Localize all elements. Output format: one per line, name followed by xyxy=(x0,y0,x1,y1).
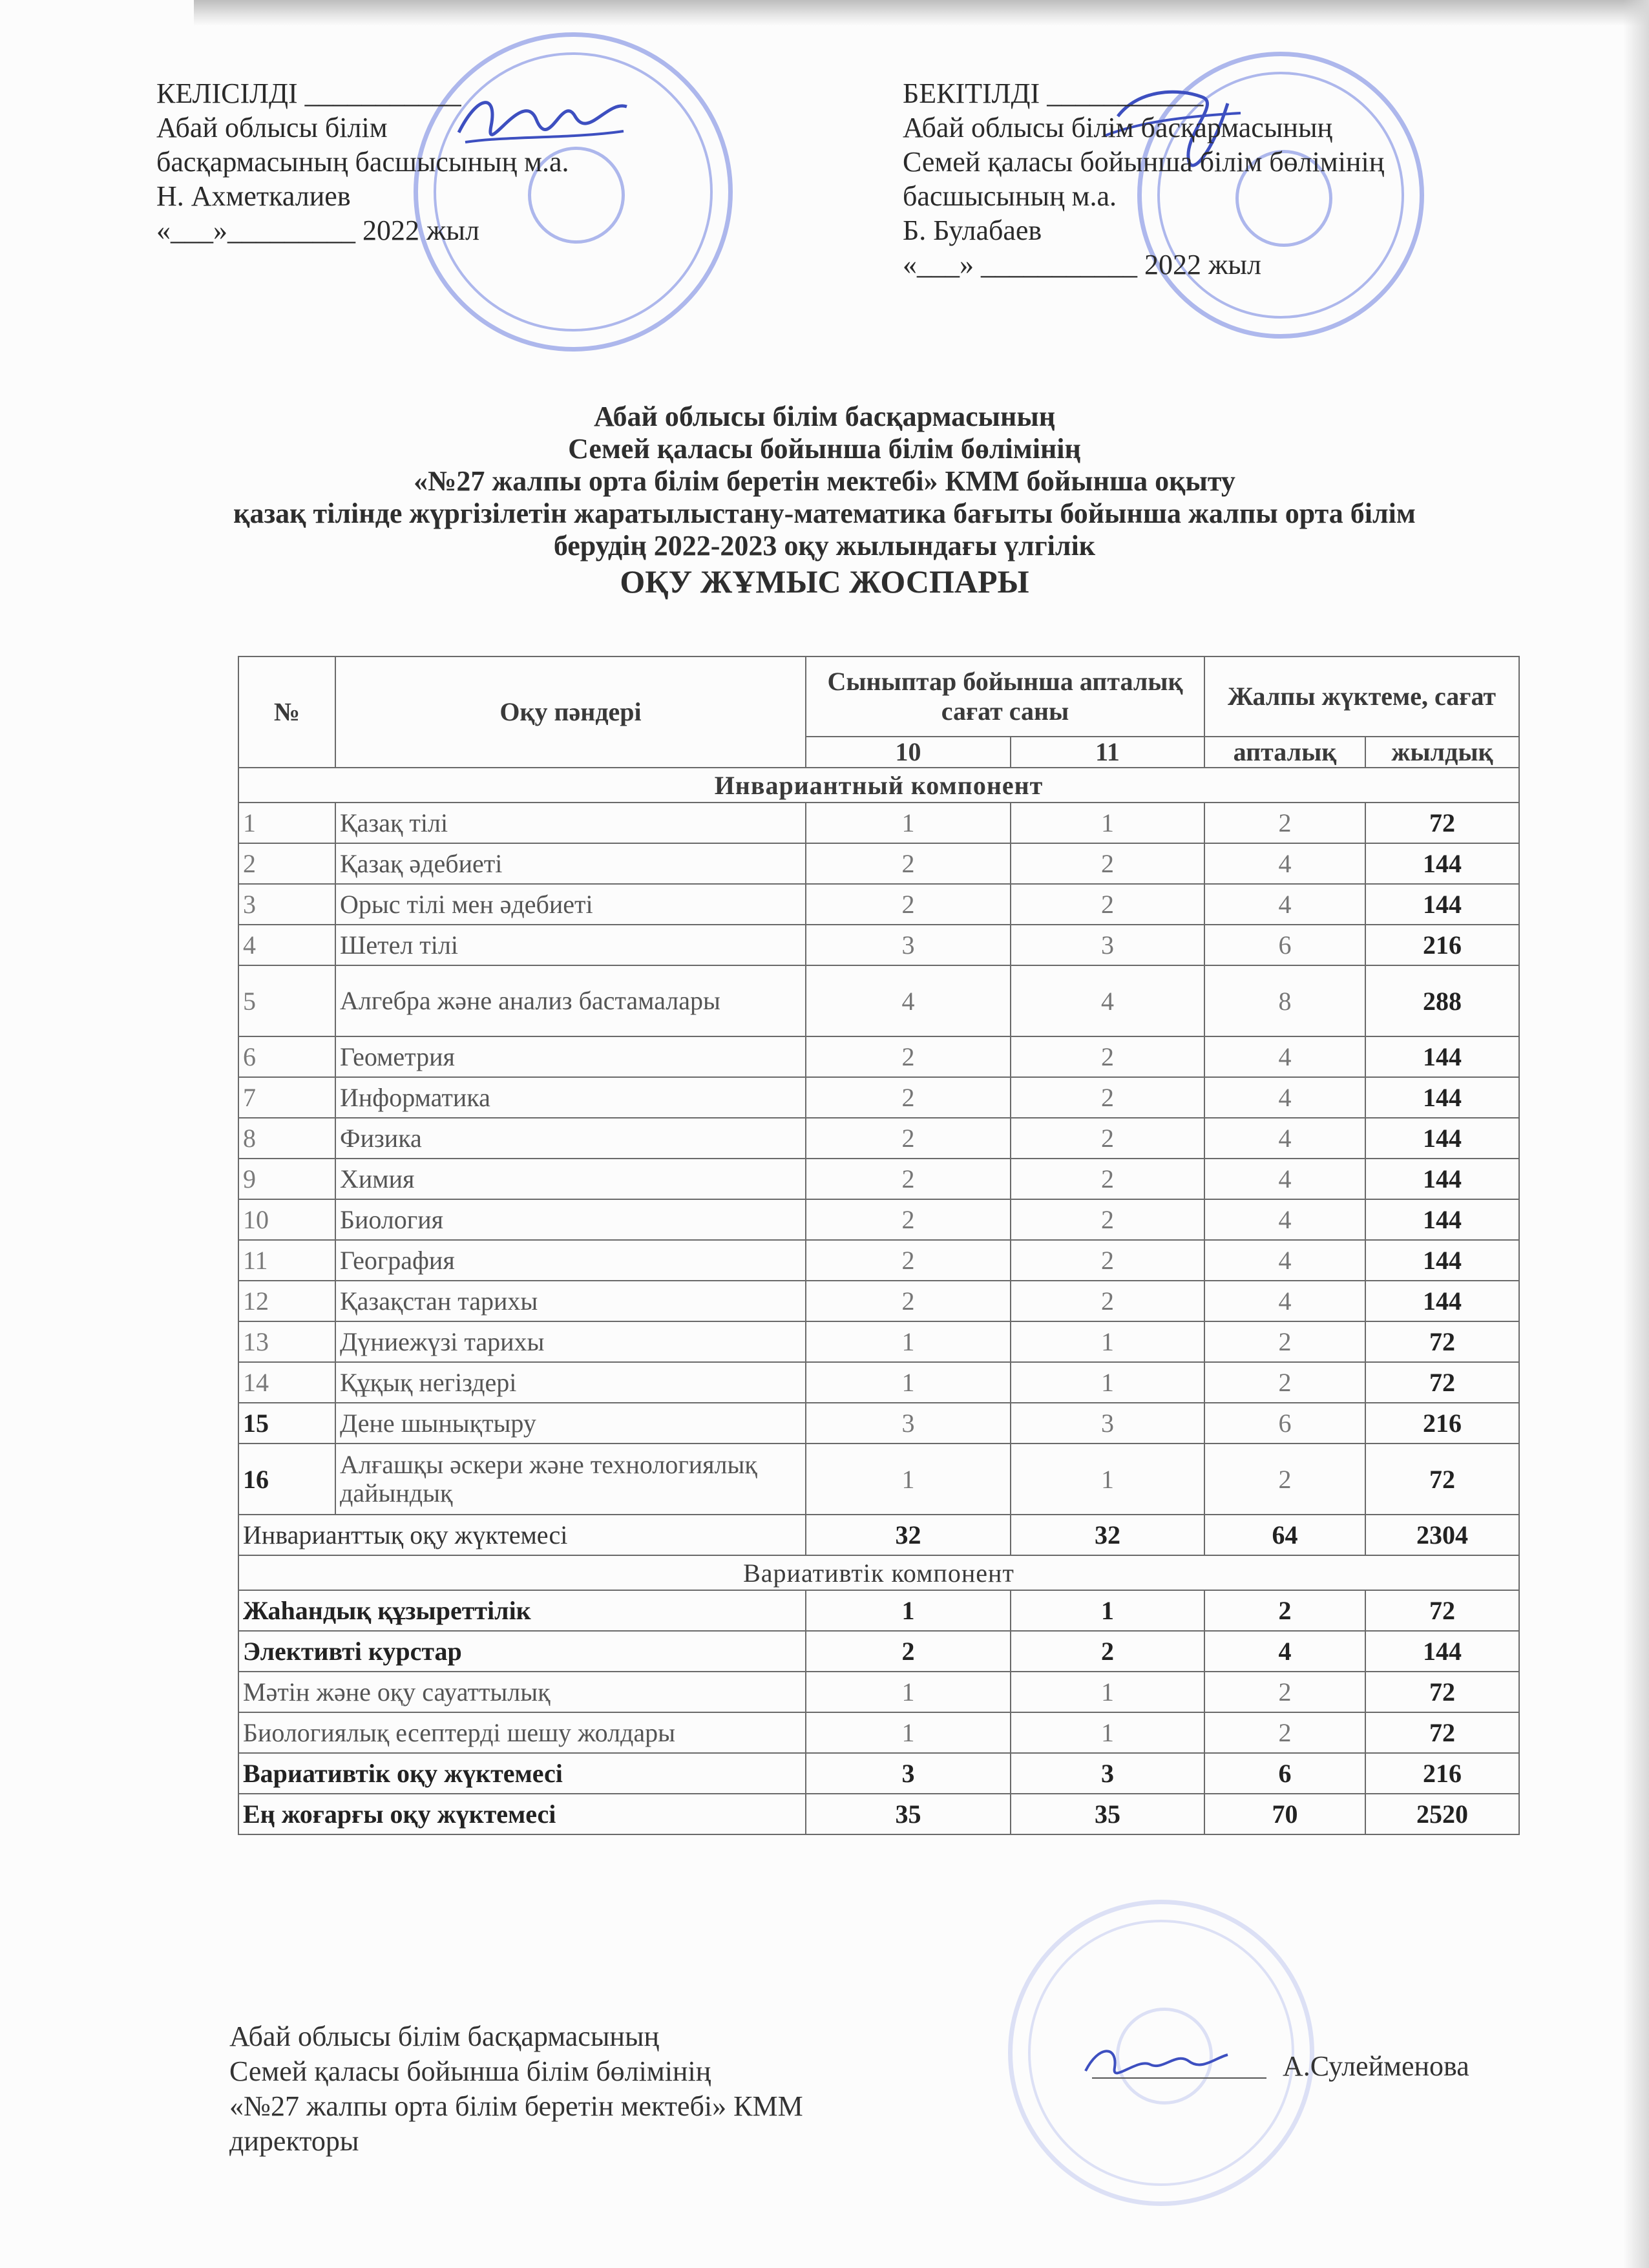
subject-name: Химия xyxy=(335,1159,806,1199)
footer-line-3: «№27 жалпы орта білім беретін мектебі» КММ xyxy=(229,2090,803,2122)
hours-class-11: 2 xyxy=(1011,1036,1204,1077)
hours-yearly: 144 xyxy=(1365,1118,1519,1159)
table-row xyxy=(238,884,1519,925)
subject-name: Дене шынықтыру xyxy=(335,1403,806,1444)
hours-class-10: 2 xyxy=(806,1159,1011,1199)
hours-weekly: 4 xyxy=(1204,843,1365,884)
table-row xyxy=(238,1631,1519,1672)
row-number: 13 xyxy=(238,1321,335,1362)
hours-weekly: 4 xyxy=(1204,884,1365,925)
hours-class-11: 1 xyxy=(1011,1672,1204,1712)
table-row xyxy=(238,1403,1519,1444)
hours-class-10: 2 xyxy=(806,1118,1011,1159)
hours-weekly: 4 xyxy=(1204,1159,1365,1199)
hours-weekly: 2 xyxy=(1204,1712,1365,1753)
invariant-total-row xyxy=(238,1515,1519,1555)
subject-name: География xyxy=(335,1240,806,1281)
hours-class-10: 2 xyxy=(806,884,1011,925)
table-row xyxy=(238,1672,1519,1712)
scan-edge xyxy=(194,0,1649,26)
variative-section-title: Вариативтік компонент xyxy=(238,1555,1519,1590)
row-number: 11 xyxy=(238,1240,335,1281)
hours-class-10: 1 xyxy=(806,1672,1011,1712)
row-number: 2 xyxy=(238,843,335,884)
hours-class-11: 2 xyxy=(1011,1199,1204,1240)
subject-name: Физика xyxy=(335,1118,806,1159)
table-row xyxy=(238,925,1519,965)
hours-weekly: 4 xyxy=(1204,1281,1365,1321)
hours-class-11: 1 xyxy=(1011,803,1204,843)
header-yearly: жылдық xyxy=(1365,737,1519,768)
title-main: ОҚУ ЖҰМЫС ЖОСПАРЫ xyxy=(620,563,1029,600)
hours-yearly: 144 xyxy=(1365,1199,1519,1240)
hours-yearly: 72 xyxy=(1365,803,1519,843)
hours-yearly: 72 xyxy=(1365,1444,1519,1515)
hours-class-11: 2 xyxy=(1011,1077,1204,1118)
hours-yearly: 144 xyxy=(1365,1036,1519,1077)
document-title xyxy=(0,401,1649,601)
row-number: 4 xyxy=(238,925,335,965)
subject-name: Биология xyxy=(335,1199,806,1240)
scan-edge-right xyxy=(1623,0,1649,2268)
hours-class-10: 4 xyxy=(806,965,1011,1036)
table-row xyxy=(238,1077,1519,1118)
subject-name: Алгебра және анализ бастамалары xyxy=(335,965,806,1036)
table-row xyxy=(238,1118,1519,1159)
hours-class-11: 3 xyxy=(1011,925,1204,965)
hours-class-11: 2 xyxy=(1011,1281,1204,1321)
approved-signature-blank: ___________ xyxy=(1047,78,1204,109)
table-row xyxy=(238,1240,1519,1281)
hours-class-10: 1 xyxy=(806,1321,1011,1362)
hours-yearly: 144 xyxy=(1365,1631,1519,1672)
max-total-row-weekly: 70 xyxy=(1204,1794,1365,1834)
row-number: 10 xyxy=(238,1199,335,1240)
header-total-load: Жалпы жүктеме, сағат xyxy=(1204,656,1519,737)
variative-total-row-weekly: 6 xyxy=(1204,1753,1365,1794)
header-number: № xyxy=(238,656,335,768)
hours-weekly: 6 xyxy=(1204,925,1365,965)
hours-yearly: 72 xyxy=(1365,1590,1519,1631)
hours-yearly: 72 xyxy=(1365,1321,1519,1362)
curriculum-table xyxy=(238,656,1520,1835)
title-line-5: берудің 2022-2023 оқу жылындағы үлгілік xyxy=(553,530,1096,562)
table-row xyxy=(238,1444,1519,1515)
max-total-row-class-10: 35 xyxy=(806,1794,1011,1834)
hours-weekly: 2 xyxy=(1204,1590,1365,1631)
subject-name: Құқық негіздері xyxy=(335,1362,806,1403)
approved-line-3: басшысының м.а. xyxy=(903,180,1117,212)
row-number: 16 xyxy=(238,1444,335,1515)
subject-name: Алғашқы әскери және технологиялық дайындық xyxy=(335,1444,806,1515)
title-line-2: Семей қаласы бойынша білім бөлімінің xyxy=(568,433,1081,465)
table-row xyxy=(238,1036,1519,1077)
hours-weekly: 4 xyxy=(1204,1240,1365,1281)
table-row xyxy=(238,1712,1519,1753)
max-total-row-class-11: 35 xyxy=(1011,1794,1204,1834)
director-name: А.Сулейменова xyxy=(1283,2050,1469,2082)
table-row xyxy=(238,803,1519,843)
row-number: 14 xyxy=(238,1362,335,1403)
hours-yearly: 144 xyxy=(1365,843,1519,884)
row-number: 6 xyxy=(238,1036,335,1077)
row-number: 9 xyxy=(238,1159,335,1199)
hours-class-11: 2 xyxy=(1011,884,1204,925)
hours-weekly: 2 xyxy=(1204,1321,1365,1362)
hours-class-11: 2 xyxy=(1011,1631,1204,1672)
header-weekly-by-class: Сыныптар бойынша апталық сағат саны xyxy=(806,656,1204,737)
agreed-date: «___»_________ 2022 жыл xyxy=(156,215,479,246)
signature-director xyxy=(1079,2039,1234,2090)
elective-name: Биологиялық есептерді шешу жолдары xyxy=(238,1712,806,1753)
approved-block xyxy=(903,76,1384,282)
max-total-row xyxy=(238,1794,1519,1834)
hours-yearly: 72 xyxy=(1365,1672,1519,1712)
hours-weekly: 4 xyxy=(1204,1036,1365,1077)
hours-class-10: 1 xyxy=(806,1444,1011,1515)
header-class-11: 11 xyxy=(1011,737,1204,768)
invariant-total-row-label: Инварианттық оқу жүктемесі xyxy=(238,1515,806,1555)
hours-class-11: 2 xyxy=(1011,1240,1204,1281)
row-number: 15 xyxy=(238,1403,335,1444)
hours-class-10: 3 xyxy=(806,925,1011,965)
hours-class-11: 3 xyxy=(1011,1403,1204,1444)
subject-name: Қазақ әдебиеті xyxy=(335,843,806,884)
table-row xyxy=(238,843,1519,884)
hours-weekly: 6 xyxy=(1204,1403,1365,1444)
hours-weekly: 4 xyxy=(1204,1077,1365,1118)
variative-total-row-yearly: 216 xyxy=(1365,1753,1519,1794)
hours-weekly: 2 xyxy=(1204,1362,1365,1403)
hours-weekly: 4 xyxy=(1204,1199,1365,1240)
header-weekly: апталық xyxy=(1204,737,1365,768)
hours-class-10: 2 xyxy=(806,1036,1011,1077)
footer-line-4: директоры xyxy=(229,2125,359,2157)
hours-class-11: 2 xyxy=(1011,1118,1204,1159)
agreed-line-3: Н. Ахметкалиев xyxy=(156,180,351,212)
hours-class-11: 2 xyxy=(1011,1159,1204,1199)
table-row xyxy=(238,1590,1519,1631)
table-row xyxy=(238,1199,1519,1240)
hours-yearly: 288 xyxy=(1365,965,1519,1036)
variative-total-row-class-10: 3 xyxy=(806,1753,1011,1794)
agreed-signature-blank: ___________ xyxy=(304,78,461,109)
approved-heading: БЕКІТІЛДІ xyxy=(903,78,1040,109)
signature-line xyxy=(1092,2077,1266,2079)
subject-name: Информатика xyxy=(335,1077,806,1118)
elective-name: Элективті курстар xyxy=(238,1631,806,1672)
approved-line-4: Б. Булабаев xyxy=(903,215,1042,246)
hours-class-10: 1 xyxy=(806,1362,1011,1403)
hours-class-11: 1 xyxy=(1011,1712,1204,1753)
elective-name: Жаһандық құзыреттілік xyxy=(238,1590,806,1631)
table-row xyxy=(238,965,1519,1036)
hours-yearly: 144 xyxy=(1365,1240,1519,1281)
hours-class-10: 3 xyxy=(806,1403,1011,1444)
agreed-line-1: Абай облысы білім xyxy=(156,112,388,143)
variative-total-row xyxy=(238,1753,1519,1794)
max-total-row-label: Ең жоғарғы оқу жүктемесі xyxy=(238,1794,806,1834)
title-line-1: Абай облысы білім басқармасының xyxy=(593,401,1056,432)
hours-yearly: 216 xyxy=(1365,925,1519,965)
hours-class-10: 2 xyxy=(806,1281,1011,1321)
hours-class-11: 1 xyxy=(1011,1362,1204,1403)
hours-class-10: 1 xyxy=(806,1590,1011,1631)
hours-class-10: 2 xyxy=(806,1631,1011,1672)
table-row xyxy=(238,1159,1519,1199)
hours-weekly: 2 xyxy=(1204,803,1365,843)
title-line-3: «№27 жалпы орта білім беретін мектебі» КММ бойынша оқыту xyxy=(414,465,1235,497)
hours-class-10: 2 xyxy=(806,843,1011,884)
row-number: 7 xyxy=(238,1077,335,1118)
hours-weekly: 2 xyxy=(1204,1444,1365,1515)
subject-name: Қазақ тілі xyxy=(335,803,806,843)
approved-line-1: Абай облысы білім басқармасының xyxy=(903,112,1333,143)
agreed-heading: КЕЛІСІЛДІ xyxy=(156,78,298,109)
agreed-line-2: басқармасының басшысының м.а. xyxy=(156,146,569,178)
hours-yearly: 216 xyxy=(1365,1403,1519,1444)
hours-class-11: 1 xyxy=(1011,1444,1204,1515)
invariant-total-row-yearly: 2304 xyxy=(1365,1515,1519,1555)
hours-yearly: 144 xyxy=(1365,1077,1519,1118)
hours-yearly: 144 xyxy=(1365,884,1519,925)
invariant-total-row-class-11: 32 xyxy=(1011,1515,1204,1555)
subject-name: Геометрия xyxy=(335,1036,806,1077)
hours-class-10: 2 xyxy=(806,1199,1011,1240)
hours-yearly: 144 xyxy=(1365,1281,1519,1321)
footer-line-2: Семей қаласы бойынша білім бөлімінің xyxy=(229,2055,711,2087)
hours-class-10: 2 xyxy=(806,1240,1011,1281)
footer-line-1: Абай облысы білім басқармасының xyxy=(229,2021,660,2052)
variative-total-row-class-11: 3 xyxy=(1011,1753,1204,1794)
approved-line-2: Семей қаласы бойынша білім бөлімінің xyxy=(903,146,1385,178)
row-number: 1 xyxy=(238,803,335,843)
invariant-total-row-class-10: 32 xyxy=(806,1515,1011,1555)
hours-weekly: 4 xyxy=(1204,1118,1365,1159)
hours-class-11: 1 xyxy=(1011,1321,1204,1362)
hours-yearly: 144 xyxy=(1365,1159,1519,1199)
elective-name: Мәтін және оқу сауаттылық xyxy=(238,1672,806,1712)
agreed-block xyxy=(156,76,569,247)
hours-class-10: 1 xyxy=(806,803,1011,843)
subject-name: Қазақстан тарихы xyxy=(335,1281,806,1321)
variative-total-row-label: Вариативтік оқу жүктемесі xyxy=(238,1753,806,1794)
hours-class-11: 4 xyxy=(1011,965,1204,1036)
subject-name: Дүниежүзі тарихы xyxy=(335,1321,806,1362)
hours-class-11: 1 xyxy=(1011,1590,1204,1631)
subject-name: Орыс тілі мен әдебиеті xyxy=(335,884,806,925)
invariant-total-row-weekly: 64 xyxy=(1204,1515,1365,1555)
table-row xyxy=(238,1362,1519,1403)
header-class-10: 10 xyxy=(806,737,1011,768)
hours-weekly: 2 xyxy=(1204,1672,1365,1712)
hours-weekly: 8 xyxy=(1204,965,1365,1036)
hours-class-10: 2 xyxy=(806,1077,1011,1118)
row-number: 12 xyxy=(238,1281,335,1321)
invariant-section-title: Инвариантный компонент xyxy=(238,768,1519,803)
hours-weekly: 4 xyxy=(1204,1631,1365,1672)
table-row xyxy=(238,1281,1519,1321)
hours-yearly: 72 xyxy=(1365,1362,1519,1403)
max-total-row-yearly: 2520 xyxy=(1365,1794,1519,1834)
approved-date: «___» ___________ 2022 жыл xyxy=(903,249,1261,280)
row-number: 5 xyxy=(238,965,335,1036)
header-subjects: Оқу пәндері xyxy=(335,656,806,768)
director-block xyxy=(229,2019,803,2159)
hours-class-11: 2 xyxy=(1011,843,1204,884)
table-row xyxy=(238,1321,1519,1362)
hours-class-10: 1 xyxy=(806,1712,1011,1753)
row-number: 3 xyxy=(238,884,335,925)
hours-yearly: 72 xyxy=(1365,1712,1519,1753)
title-line-4: қазақ тілінде жүргізілетін жаратылыстану-математика бағыты бойынша жалпы орта білім xyxy=(233,498,1416,529)
row-number: 8 xyxy=(238,1118,335,1159)
subject-name: Шетел тілі xyxy=(335,925,806,965)
